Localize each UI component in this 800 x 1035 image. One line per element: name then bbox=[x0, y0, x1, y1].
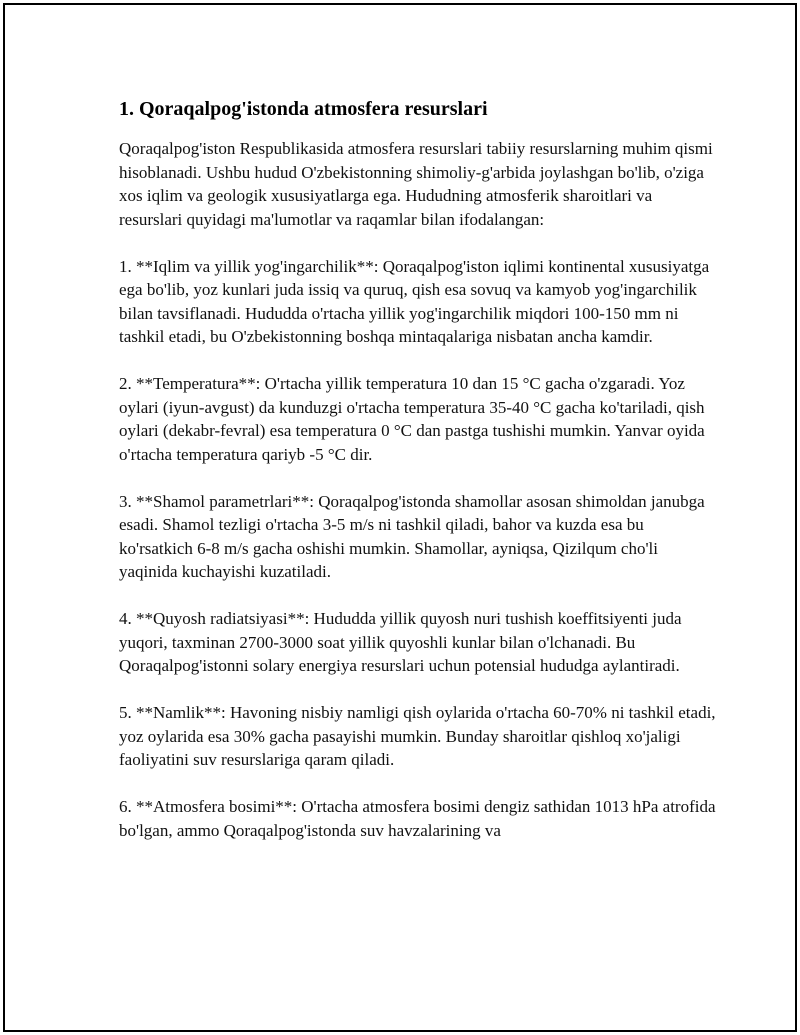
humidity-paragraph: 5. **Namlik**: Havoning nisbiy namligi qish oylarida o'rtacha 60-70% ni tashkil etadi, yoz oylarida esa 30% gacha pasayishi mumkin. Bunday sharoitlar qishloq xo'jaligi faoliyatini suv resurslariga qaram qiladi. bbox=[119, 703, 716, 769]
temperature-paragraph: 2. **Temperatura**: O'rtacha yillik temperatura 10 dan 15 °C gacha o'zgaradi. Yoz oylari (iyun-avgust) da kunduzgi o'rtacha temperatura 35-40 °C gacha ko'tariladi, qish oylari (dekabr-fevral) esa temperatura 0 °C dan pastga tushishi mumkin. Yanvar oyida o'rtacha temperatura qariyb -5 °C dir. bbox=[119, 374, 705, 464]
pressure-paragraph: 6. **Atmosfera bosimi**: O'rtacha atmosfera bosimi dengiz sathidan 1013 hPa atrofida bo'lgan, ammo Qoraqalpog'istonda suv havzalarining va bbox=[119, 797, 716, 840]
section-heading: 1. Qoraqalpog'istonda atmosfera resurslari bbox=[119, 98, 488, 120]
wind-paragraph: 3. **Shamol parametrlari**: Qoraqalpog'istonda shamollar asosan shimoldan janubga esadi. Shamol tezligi o'rtacha 3-5 m/s ni tashkil qiladi, bahor va kuzda esa bu ko'rsatkich 6-8 m/s gacha oshishi mumkin. Shamollar, ayniqsa, Qizilqum cho'li yaqinida kuchayishi kuzatiladi. bbox=[119, 491, 705, 581]
intro-paragraph: Qoraqalpog'iston Respublikasida atmosfera resurslari tabiiy resurslarning muhim qismi hisoblanadi. Ushbu hudud O'zbekistonning shimoliy-g'arbida joylashgan bo'lib, o'ziga xos iqlim va geologik xususiyatlarga ega. Hududning atmosferik sharoitlari va resurslari quyidagi ma'lumotlar va raqamlar bilan ifodalangan: bbox=[119, 139, 713, 229]
solar-radiation-paragraph: 4. **Quyosh radiatsiyasi**: Hududda yillik quyosh nuri tushish koeffitsiyenti juda yuqori, taxminan 2700-3000 soat yillik quyoshli kunlar bilan o'lchanadi. Bu Qoraqalpog'istonni solary energiya resurslari uchun potensial hududga aylantiradi. bbox=[119, 609, 682, 675]
document-page bbox=[3, 3, 797, 1032]
document-content bbox=[119, 97, 719, 866]
climate-paragraph: 1. **Iqlim va yillik yog'ingarchilik**: Qoraqalpog'iston iqlimi kontinental xususiyatga ega bo'lib, yoz kunlari juda issiq va quruq, qish esa sovuq va kamyob yog'ingarchilik bilan tavsiflanadi. Hududda o'rtacha yillik yog'ingarchilik miqdori 100-150 mm ni tashkil etadi, bu O'zbekistonning boshqa mintaqalariga nisbatan ancha kamdir. bbox=[119, 256, 710, 346]
